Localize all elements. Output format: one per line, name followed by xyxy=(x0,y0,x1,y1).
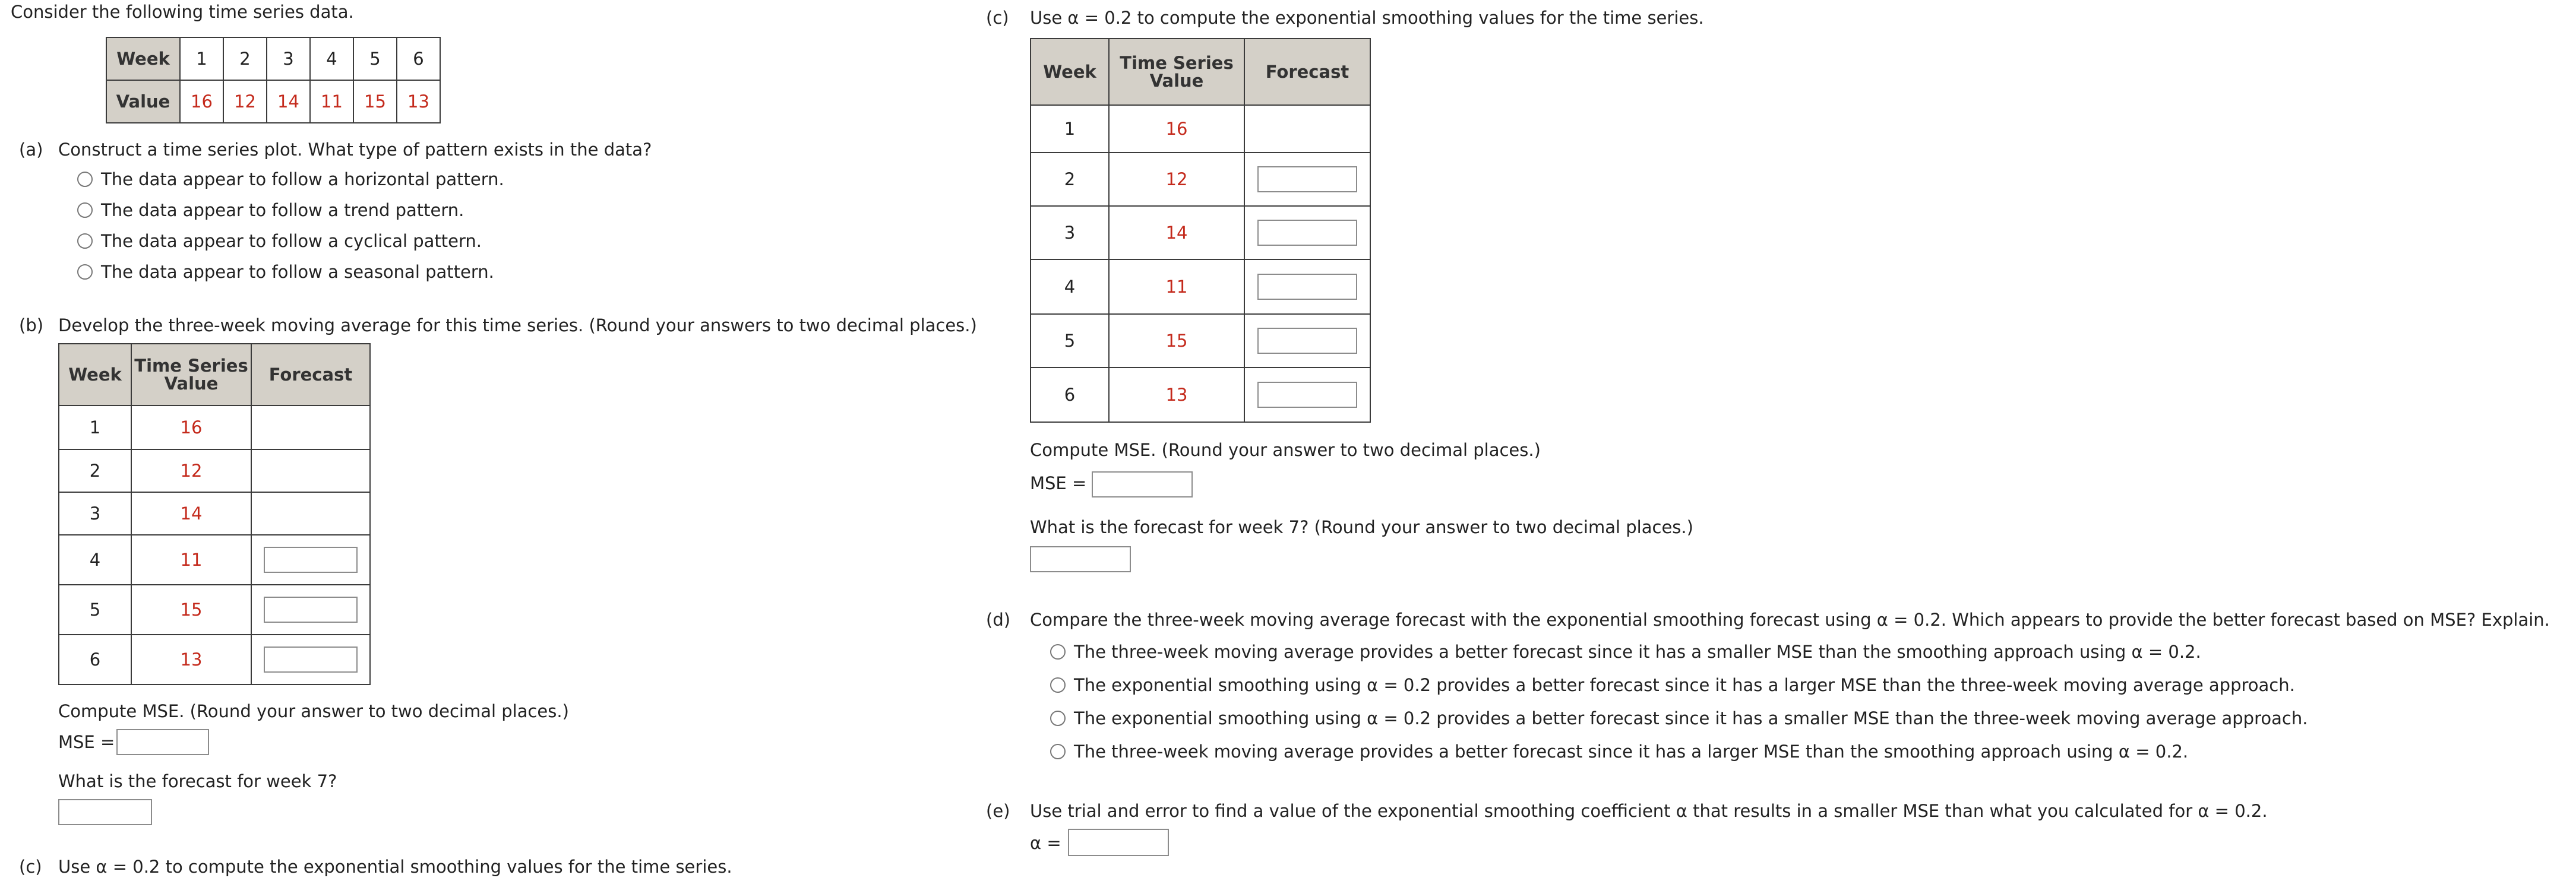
value-cell: 14 xyxy=(267,80,310,123)
part-e-question: Use trial and error to find a value of the exponential smoothing coefficient α that results in a smaller MSE than what you calculated for α = 0.2. xyxy=(1030,801,2268,821)
option-label: The data appear to follow a horizontal pattern. xyxy=(101,169,504,189)
option-label: The three-week moving average provides a better forecast since it has a smaller MSE than the smoothing approach using α = 0.2. xyxy=(1074,642,2201,662)
week-header: Week xyxy=(106,37,180,80)
value-cell: 16 xyxy=(1109,105,1244,153)
forecast-cell xyxy=(251,635,370,684)
part-c-letter: (c) xyxy=(986,8,1009,28)
week-cell: 3 xyxy=(1031,206,1109,259)
table-row xyxy=(1031,153,1370,206)
forecast-cell xyxy=(251,449,370,492)
part-d-question: Compare the three-week moving average forecast with the exponential smoothing forecast using α = 0.2. Which appears to provide the better forecast based on MSE? Explain. xyxy=(1030,610,2550,630)
table-row xyxy=(59,535,370,585)
forecast-cell xyxy=(1244,206,1370,259)
radio-button[interactable] xyxy=(77,233,93,249)
forecast-cell xyxy=(1244,367,1370,422)
forecast-cell xyxy=(251,405,370,449)
value-cell: 13 xyxy=(131,635,251,684)
forecast-cell xyxy=(251,585,370,635)
value-header: Value xyxy=(106,80,180,123)
part-b-mse-input[interactable] xyxy=(116,729,209,755)
radio-button[interactable] xyxy=(77,202,93,218)
value-cell: 15 xyxy=(131,585,251,635)
forecast-input[interactable] xyxy=(1257,220,1357,246)
value-cell: 13 xyxy=(1109,367,1244,422)
week-cell: 6 xyxy=(397,37,440,80)
part-b-week7-input[interactable] xyxy=(58,799,152,825)
option-label: The data appear to follow a seasonal pattern. xyxy=(101,262,494,282)
option-label: The three-week moving average provides a better forecast since it has a larger MSE than the smoothing approach using α = 0.2. xyxy=(1074,741,2189,762)
radio-button[interactable] xyxy=(1050,744,1066,759)
intro-text: Consider the following time series data. xyxy=(11,2,354,22)
week-cell: 2 xyxy=(1031,153,1109,206)
part-a-option[interactable] xyxy=(77,230,482,252)
week-cell: 4 xyxy=(310,37,353,80)
part-b-question: Develop the three-week moving average for this time series. (Round your answers to two decimal places.) xyxy=(58,315,977,335)
week-column-header: Week xyxy=(1031,39,1109,105)
forecast-column-header: Forecast xyxy=(1244,39,1370,105)
value-cell: 12 xyxy=(1109,153,1244,206)
week-cell: 1 xyxy=(180,37,223,80)
part-e-alpha-input[interactable] xyxy=(1068,829,1169,856)
part-c-letter-left: (c) xyxy=(19,857,42,877)
part-e-letter: (e) xyxy=(986,801,1010,821)
part-c-forecast-prompt: What is the forecast for week 7? (Round your answer to two decimal places.) xyxy=(1030,517,1693,537)
week-cell: 5 xyxy=(353,37,397,80)
week-cell: 1 xyxy=(59,405,131,449)
part-c-mse-prompt: Compute MSE. (Round your answer to two decimal places.) xyxy=(1030,440,1541,460)
week-cell: 1 xyxy=(1031,105,1109,153)
option-label: The data appear to follow a cyclical pattern. xyxy=(101,231,482,251)
value-cell: 14 xyxy=(131,492,251,535)
value-cell: 11 xyxy=(310,80,353,123)
table-row xyxy=(59,405,370,449)
part-b-mse-prompt: Compute MSE. (Round your answer to two decimal places.) xyxy=(58,701,569,721)
table-row xyxy=(59,635,370,684)
option-label: The data appear to follow a trend pattern. xyxy=(101,200,464,220)
table-row xyxy=(1031,259,1370,314)
forecast-column-header: Forecast xyxy=(251,344,370,405)
part-c-week7-input[interactable] xyxy=(1030,546,1131,572)
part-b-mse-label: MSE = xyxy=(58,732,115,752)
data-table-week-row xyxy=(106,37,440,80)
part-a-letter: (a) xyxy=(19,140,43,160)
value-column-header: Time Series Value xyxy=(1109,39,1244,105)
week-cell: 4 xyxy=(59,535,131,585)
part-d-option[interactable] xyxy=(1050,708,2308,729)
forecast-input[interactable] xyxy=(1257,382,1357,408)
forecast-cell xyxy=(1244,259,1370,314)
forecast-cell xyxy=(1244,314,1370,367)
week-cell: 2 xyxy=(59,449,131,492)
data-table-value-row xyxy=(106,80,440,123)
table-row xyxy=(1031,206,1370,259)
part-e-alpha-label: α = xyxy=(1030,833,1061,853)
table-header-row xyxy=(1031,39,1370,105)
forecast-input[interactable] xyxy=(1257,166,1357,192)
week-cell: 3 xyxy=(267,37,310,80)
week-cell: 5 xyxy=(1031,314,1109,367)
value-cell: 15 xyxy=(1109,314,1244,367)
data-table xyxy=(106,37,441,123)
radio-button[interactable] xyxy=(1050,644,1066,660)
radio-button[interactable] xyxy=(1050,677,1066,693)
value-cell: 11 xyxy=(1109,259,1244,314)
forecast-input[interactable] xyxy=(264,547,358,573)
value-cell: 11 xyxy=(131,535,251,585)
week-cell: 6 xyxy=(59,635,131,684)
part-d-option[interactable] xyxy=(1050,641,2201,663)
part-b-letter: (b) xyxy=(19,315,44,335)
value-cell: 14 xyxy=(1109,206,1244,259)
forecast-input[interactable] xyxy=(1257,328,1357,354)
forecast-cell xyxy=(251,492,370,535)
part-a-option[interactable] xyxy=(77,169,504,190)
part-a-option[interactable] xyxy=(77,199,464,221)
week-column-header: Week xyxy=(59,344,131,405)
value-cell: 16 xyxy=(180,80,223,123)
table-row xyxy=(1031,314,1370,367)
part-d-option[interactable] xyxy=(1050,674,2295,696)
week-cell: 3 xyxy=(59,492,131,535)
table-row xyxy=(1031,367,1370,422)
part-a-question: Construct a time series plot. What type of pattern exists in the data? xyxy=(58,140,652,160)
part-c-question: Use α = 0.2 to compute the exponential smoothing values for the time series. xyxy=(1030,8,1704,28)
option-label: The exponential smoothing using α = 0.2 provides a better forecast since it has a larger MSE than the three-week moving average approach. xyxy=(1074,675,2295,695)
option-label: The exponential smoothing using α = 0.2 provides a better forecast since it has a smaller MSE than the three-week moving average approach. xyxy=(1074,708,2308,728)
value-cell: 13 xyxy=(397,80,440,123)
week-cell: 2 xyxy=(223,37,267,80)
forecast-cell xyxy=(1244,153,1370,206)
forecast-input[interactable] xyxy=(1257,274,1357,300)
value-cell: 15 xyxy=(353,80,397,123)
exponential-smoothing-table xyxy=(1030,38,1371,423)
forecast-input[interactable] xyxy=(264,597,358,623)
forecast-cell xyxy=(251,535,370,585)
part-c-question-left: Use α = 0.2 to compute the exponential smoothing values for the time series. xyxy=(58,857,732,877)
moving-average-table xyxy=(58,343,371,685)
table-row xyxy=(59,492,370,535)
week-cell: 6 xyxy=(1031,367,1109,422)
part-d-letter: (d) xyxy=(986,610,1011,630)
part-a-option[interactable] xyxy=(77,261,494,283)
forecast-input[interactable] xyxy=(264,647,358,673)
table-row xyxy=(1031,105,1370,153)
part-c-mse-label: MSE = xyxy=(1030,473,1087,493)
radio-button[interactable] xyxy=(1050,711,1066,726)
table-header-row xyxy=(59,344,370,405)
radio-button[interactable] xyxy=(77,172,93,187)
week-cell: 5 xyxy=(59,585,131,635)
week-cell: 4 xyxy=(1031,259,1109,314)
radio-button[interactable] xyxy=(77,264,93,280)
part-d-option[interactable] xyxy=(1050,741,2188,762)
part-c-mse-input[interactable] xyxy=(1092,471,1193,497)
value-cell: 12 xyxy=(223,80,267,123)
part-b-forecast-prompt: What is the forecast for week 7? xyxy=(58,771,337,791)
value-cell: 16 xyxy=(131,405,251,449)
value-cell: 12 xyxy=(131,449,251,492)
value-column-header: Time Series Value xyxy=(131,344,251,405)
table-row xyxy=(59,449,370,492)
table-row xyxy=(59,585,370,635)
forecast-cell xyxy=(1244,105,1370,153)
